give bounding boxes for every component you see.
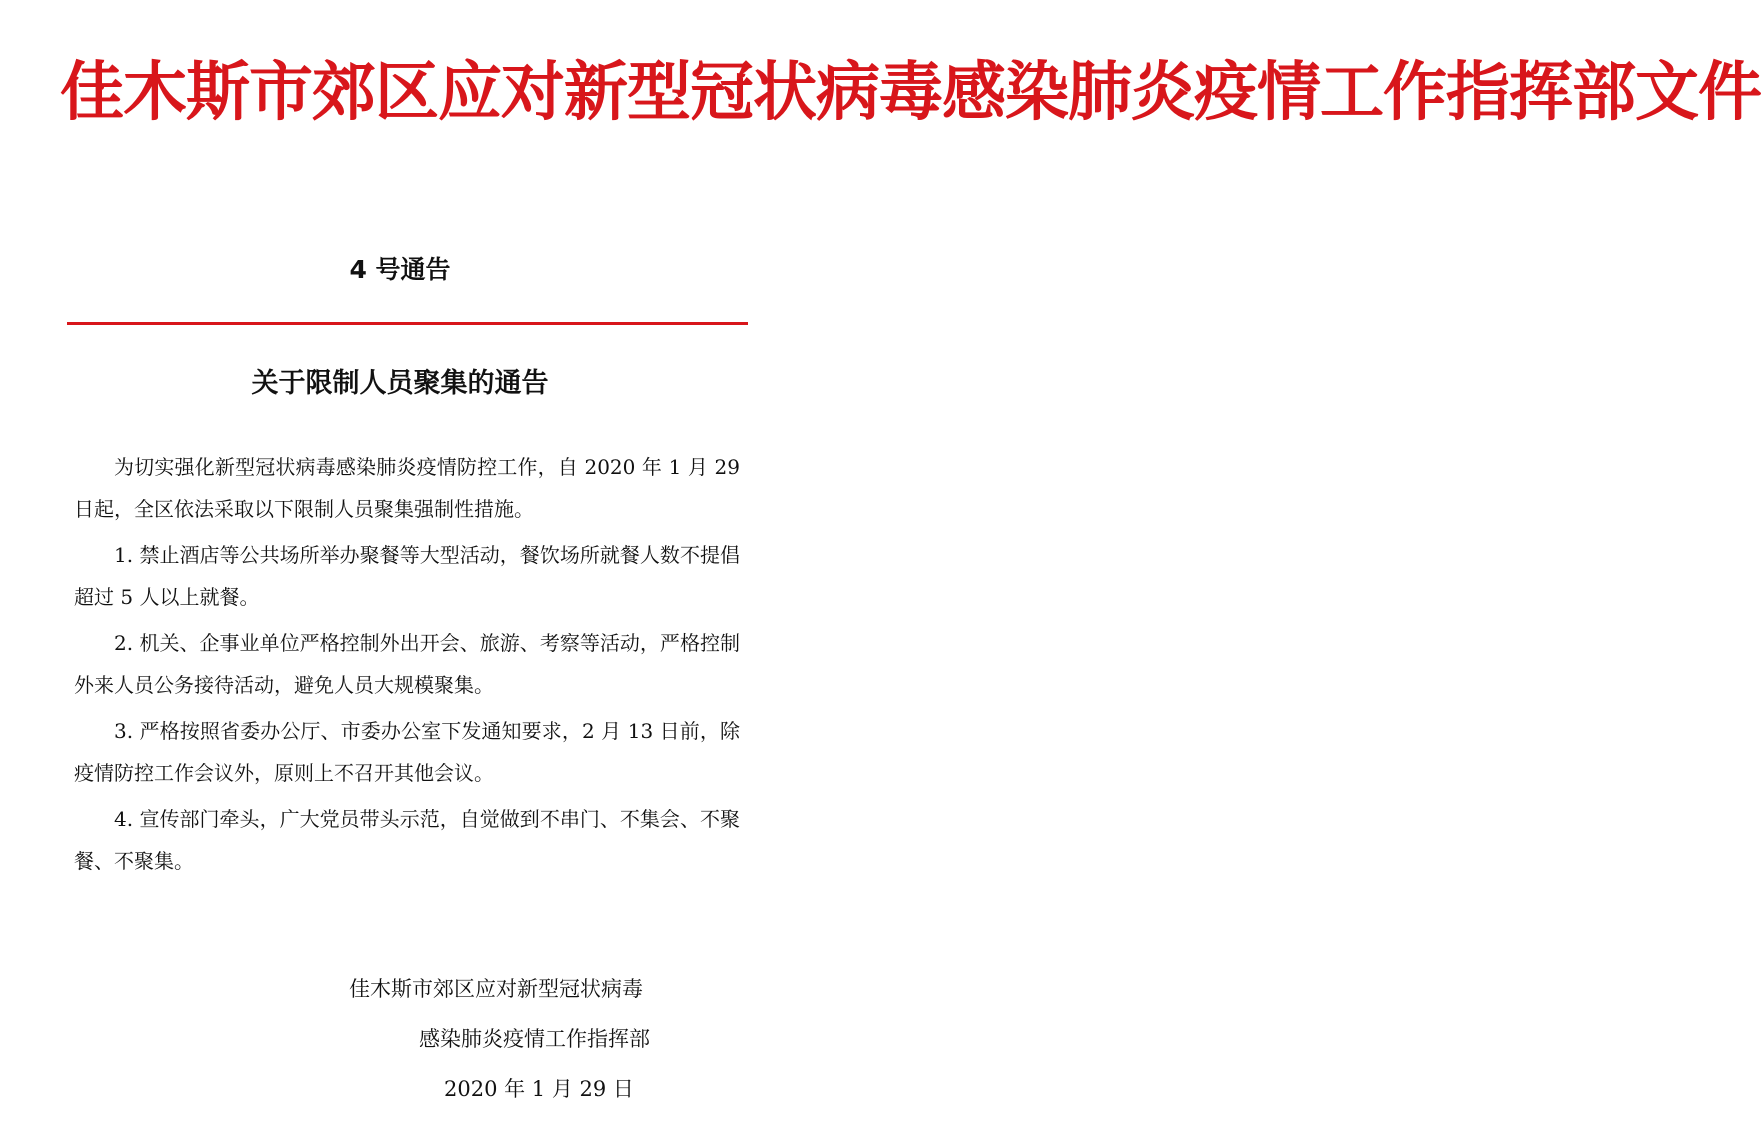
masthead-title: 佳木斯市郊区应对新型冠状病毒感染肺炎疫情工作指挥部文件	[60, 54, 1761, 130]
red-divider	[67, 322, 748, 325]
signature-org-line-2: 感染肺炎疫情工作指挥部	[419, 1027, 650, 1051]
signature-date: 2020 年 1 月 29 日	[444, 1077, 634, 1101]
document-number: 4 号通告	[349, 255, 451, 284]
body-paragraph-intro: 为切实强化新型冠状病毒感染肺炎疫情防控工作，自 2020 年 1 月 29 日起，全区依法采取以下限制人员聚集强制性措施。	[74, 455, 740, 521]
notice-title: 关于限制人员聚集的通告	[251, 368, 549, 399]
masthead	[60, 42, 1761, 142]
body-paragraph-item-4: 4. 宣传部门牵头，广大党员带头示范，自觉做到不串门、不集会、不聚餐、不聚集。	[74, 807, 740, 873]
signature-block	[349, 964, 650, 1114]
signature-org-line-1: 佳木斯市郊区应对新型冠状病毒	[349, 977, 643, 1001]
notice-body	[74, 446, 740, 886]
body-paragraph-item-3: 3. 严格按照省委办公厅、市委办公室下发通知要求，2 月 13 日前，除疫情防控工作会议外，原则上不召开其他会议。	[74, 719, 740, 785]
body-paragraph-item-1: 1. 禁止酒店等公共场所举办聚餐等大型活动，餐饮场所就餐人数不提倡超过 5 人以上就餐。	[74, 543, 740, 609]
body-paragraph-item-2: 2. 机关、企事业单位严格控制外出开会、旅游、考察等活动，严格控制外来人员公务接待活动，避免人员大规模聚集。	[74, 631, 740, 697]
